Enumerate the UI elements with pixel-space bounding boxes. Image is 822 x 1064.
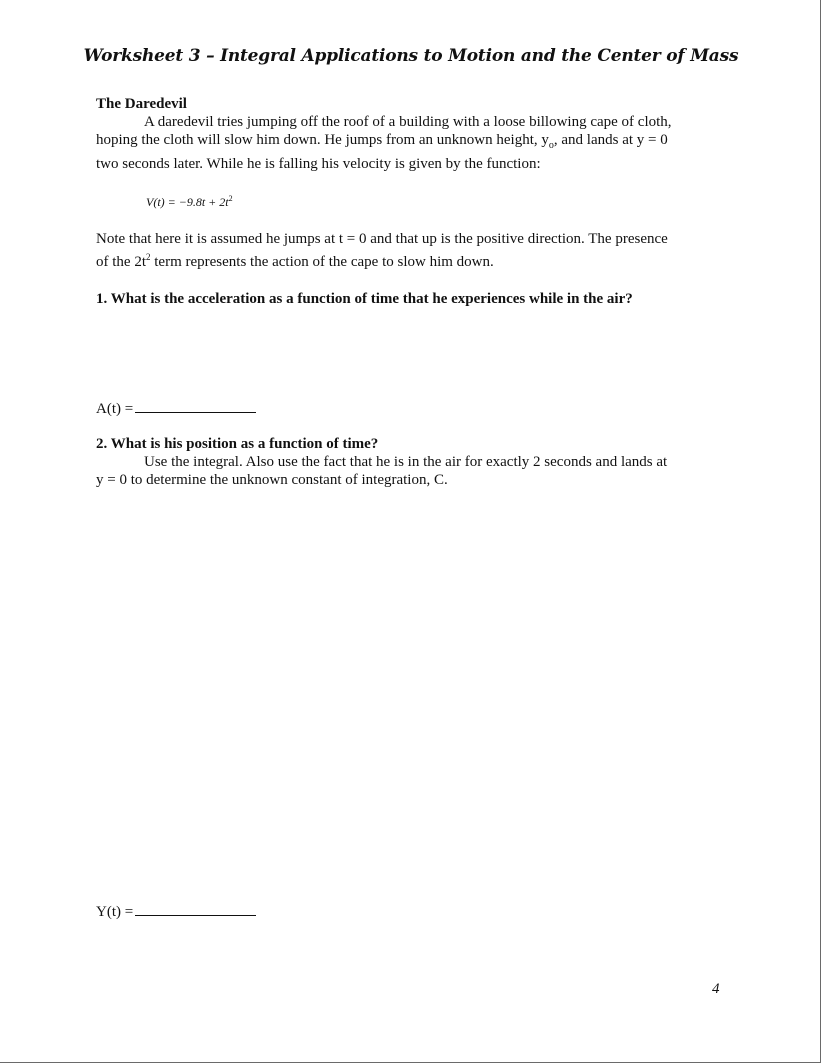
equation-text: V(t) = −9.8t + 2t — [146, 195, 229, 209]
intro-line-2-text: hoping the cloth will slow him down. He jumps from an unknown height, y — [96, 132, 549, 148]
velocity-equation — [146, 192, 726, 209]
intro-line-1: A daredevil tries jumping off the roof of a building with a loose billowing cape of cloth, — [144, 114, 672, 130]
acceleration-answer-label: A(t) = — [96, 401, 134, 417]
question-2-instruction-1: Use the integral. Also use the fact that he is in the air for exactly 2 seconds and lands at — [144, 454, 668, 470]
daredevil-section — [96, 95, 726, 308]
page-number: 4 — [712, 981, 720, 997]
note-line-2-start: of the 2t — [96, 254, 146, 270]
intro-subscript: o — [548, 140, 554, 151]
note-line-2-end: term represents the action of the cape to slow him down. — [150, 254, 494, 270]
section-heading: The Daredevil — [96, 96, 187, 112]
intro-line-3: two seconds later. While he is falling his velocity is given by the function: — [96, 156, 541, 172]
position-answer — [96, 902, 256, 921]
equation-exponent: 2 — [228, 194, 233, 203]
intro-line-2 — [96, 131, 726, 155]
intro-line-2-end: , and lands at y = 0 — [553, 132, 668, 148]
position-answer-blank[interactable] — [135, 902, 256, 916]
note-line-1: Note that here it is assumed he jumps at t = 0 and that up is the positive direction. The presence — [96, 231, 668, 247]
question-2: 2. What is his position as a function of time? — [96, 436, 379, 452]
note-exponent: 2 — [146, 252, 151, 262]
position-answer-label: Y(t) = — [96, 904, 134, 920]
acceleration-answer — [96, 399, 256, 418]
question-1: 1. What is the acceleration as a function of time that he experiences while in the air? — [96, 291, 633, 307]
acceleration-answer-blank[interactable] — [135, 399, 256, 413]
worksheet-title: Worksheet 3 – Integral Applications to Motion and the Center of Mass — [83, 46, 739, 66]
note-line-2 — [96, 248, 726, 271]
question-2-block — [96, 435, 726, 489]
question-2-instruction-2: y = 0 to determine the unknown constant of integration, C. — [96, 472, 448, 488]
